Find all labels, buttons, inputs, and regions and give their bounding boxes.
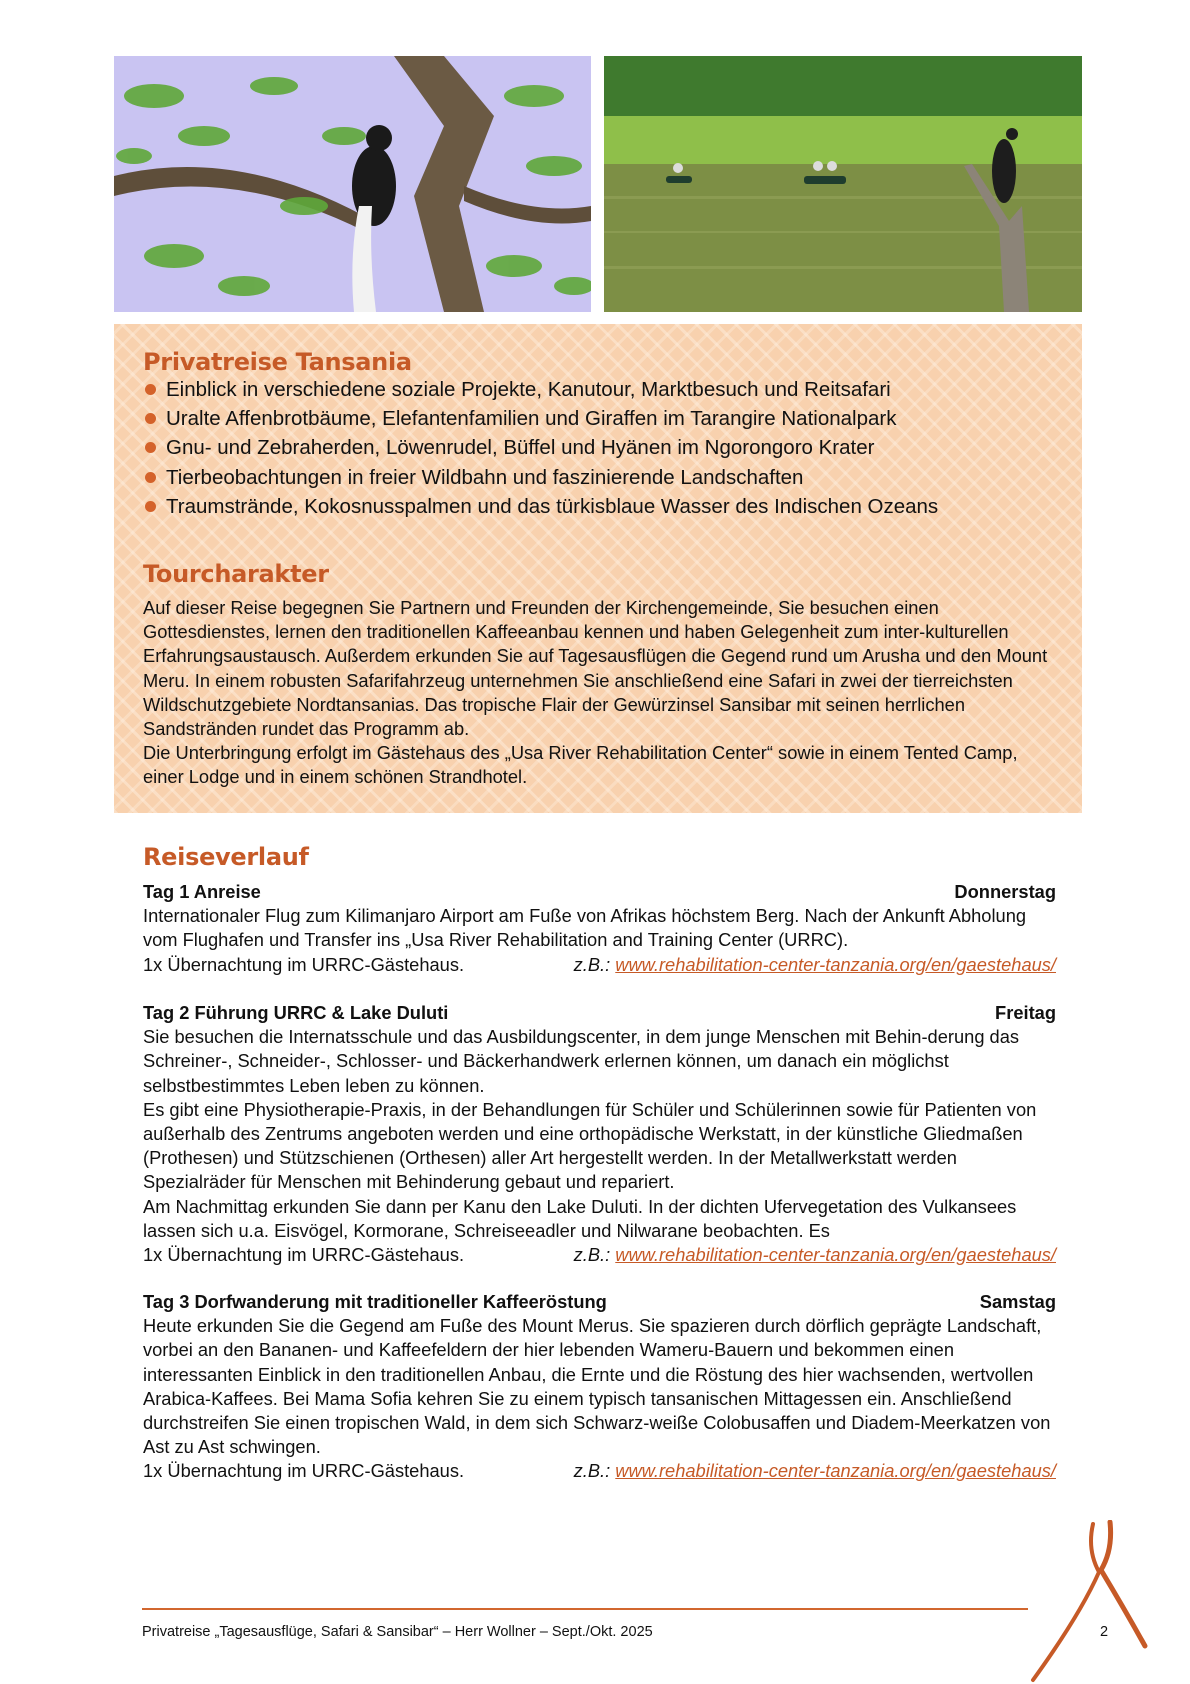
- page-number: 2: [1100, 1624, 1109, 1640]
- highlight-item: Gnu- und Zebraherden, Löwenrudel, Büffel und Hyänen im Ngorongoro Krater: [143, 433, 938, 462]
- day-weekday: Freitag: [995, 1002, 1056, 1023]
- photo-colobus-monkey: [114, 56, 591, 312]
- tourcharakter-title: Tourcharakter: [143, 560, 329, 588]
- day-title: Tag 3 Dorfwanderung mit traditioneller Kaffeeröstung: [143, 1291, 607, 1312]
- guesthouse-link[interactable]: www.rehabilitation-center-tanzania.org/en/gaestehaus/: [615, 1244, 1056, 1266]
- day-weekday: Donnerstag: [954, 881, 1056, 902]
- stay-line: [143, 1243, 1056, 1267]
- day-paragraph: Am Nachmittag erkunden Sie dann per Kanu den Lake Duluti. In der dichten Ufervegetation des Vulkansees lassen sich u.a. Eisvögel, Kormorane, Schreiseeadler und Nilwarane beobachten. Es: [143, 1195, 1017, 1241]
- ref-prefix: z.B.:: [573, 1244, 616, 1266]
- ref-prefix: z.B.:: [573, 1460, 616, 1482]
- bullet-icon: [145, 413, 156, 424]
- day-header: [143, 1290, 1056, 1314]
- brand-logo-icon: [1025, 1520, 1155, 1684]
- highlights-list: [143, 375, 938, 521]
- guesthouse-link[interactable]: www.rehabilitation-center-tanzania.org/en/gaestehaus/: [615, 1460, 1056, 1482]
- day-paragraph: Es gibt eine Physiotherapie-Praxis, in der Behandlungen für Schüler und Schülerinnen sowie für Patienten von außerhalb des Zentrums angeboten werden und eine orthopädische Werkstatt, in der künstliche Gliedmaßen (Prothesen) und Stützschienen (Orthesen) aller Art hergestellt werden. In der Metallwerkstatt werden Spezialräder für Menschen mit Behinderung gebaut und repariert.: [143, 1098, 1037, 1193]
- stay-line: [143, 1459, 1056, 1483]
- paragraph: Auf dieser Reise begegnen Sie Partnern und Freunden der Kirchengemeinde, Sie besuchen einen Gottesdienstes, lernen den traditionellen Kaffeeanbau kennen und haben Gelegenheit zum inter-kulturellen Erfahrungsaustausch. Außerdem erkunden Sie auf Tagesausflügen die Gegend rund um Arusha und den Mount Meru. In einem robusten Safarifahrzeug unternehmen Sie anschließend eine Safari in zwei der tierreichsten Wildschutzgebiete Nordtansanias. Das tropische Flair der Gewürzinsel Sansibar mit seinen herrlichen Sandstränden rundet das Programm ab.: [143, 597, 1048, 740]
- paragraph: Die Unterbringung erfolgt im Gästehaus des „Usa River Rehabilitation Center“ sowie in einem Tented Camp, einer Lodge und in einem schönen Strandhotel.: [143, 742, 1018, 788]
- day-3: [143, 1290, 1056, 1484]
- stay-text: 1x Übernachtung im URRC-Gästehaus.: [143, 953, 465, 975]
- footer-text: Privatreise „Tagesausflüge, Safari & Sansibar“ – Herr Wollner – Sept./Okt. 2025: [142, 1624, 653, 1640]
- day-paragraph: Heute erkunden Sie die Gegend am Fuße des Mount Merus. Sie spazieren durch dörflich geprägte Landschaft, vorbei an den Bananen- und Kaffeefeldern der hier lebenden Wameru-Bauern und bekommen einen interessanten Einblick in den traditionellen Anbau, die Ernte und die Röstung des hier wachsenden, wertvollen Arabica-Kaffees. Bei Mama Sofia kehren Sie zu einem typisch tansanischen Mittagessen ein. Anschließend durchstreifen Sie einen tropischen Wald, in dem sich Schwarz-weiße Colobusaffen und Diadem-Meerkatzen von Ast zu Ast schwingen.: [143, 1315, 1051, 1458]
- tourcharakter-text: [143, 596, 1063, 790]
- day-weekday: Samstag: [979, 1291, 1056, 1312]
- bullet-icon: [145, 501, 156, 512]
- day-header: [143, 880, 1056, 904]
- stay-text: 1x Übernachtung im URRC-Gästehaus.: [143, 1460, 465, 1482]
- reiseverlauf-title: Reiseverlauf: [143, 843, 309, 871]
- bullet-icon: [145, 442, 156, 453]
- stay-line: [143, 953, 1056, 977]
- day-paragraph: Internationaler Flug zum Kilimanjaro Airport am Fuße von Afrikas höchstem Berg. Nach der Ankunft Abholung vom Flughafen und Transfer ins „Usa River Rehabilitation and Training Center (URRC).: [143, 905, 1027, 951]
- bullet-icon: [145, 384, 156, 395]
- day-1: [143, 880, 1056, 977]
- day-title: Tag 2 Führung URRC & Lake Duluti: [143, 1002, 449, 1023]
- photo-lake-canoes: [604, 56, 1082, 312]
- bullet-icon: [145, 472, 156, 483]
- day-title: Tag 1 Anreise: [143, 881, 261, 902]
- footer-divider: [142, 1608, 1028, 1610]
- stay-text: 1x Übernachtung im URRC-Gästehaus.: [143, 1244, 465, 1266]
- highlight-item: Uralte Affenbrotbäume, Elefantenfamilien und Giraffen im Tarangire Nationalpark: [143, 404, 938, 433]
- highlight-item: Einblick in verschiedene soziale Projekte, Kanutour, Marktbesuch und Reitsafari: [143, 375, 938, 404]
- day-2: [143, 1001, 1056, 1267]
- highlights-title: Privatreise Tansania: [143, 348, 412, 376]
- day-header: [143, 1001, 1056, 1025]
- highlight-item: Traumstrände, Kokosnusspalmen und das türkisblaue Wasser des Indischen Ozeans: [143, 492, 938, 521]
- guesthouse-link[interactable]: www.rehabilitation-center-tanzania.org/en/gaestehaus/: [615, 953, 1056, 975]
- ref-prefix: z.B.:: [573, 953, 616, 975]
- highlight-item: Tierbeobachtungen in freier Wildbahn und faszinierende Landschaften: [143, 463, 938, 492]
- day-paragraph: Sie besuchen die Internatsschule und das Ausbildungscenter, in dem junge Menschen mit Behin-derung das Schreiner-, Schneider-, Schlosser- und Bäckerhandwerk erlernen können, um danach ein möglichst selbstbestimmtes Leben leben zu können.: [143, 1026, 1020, 1096]
